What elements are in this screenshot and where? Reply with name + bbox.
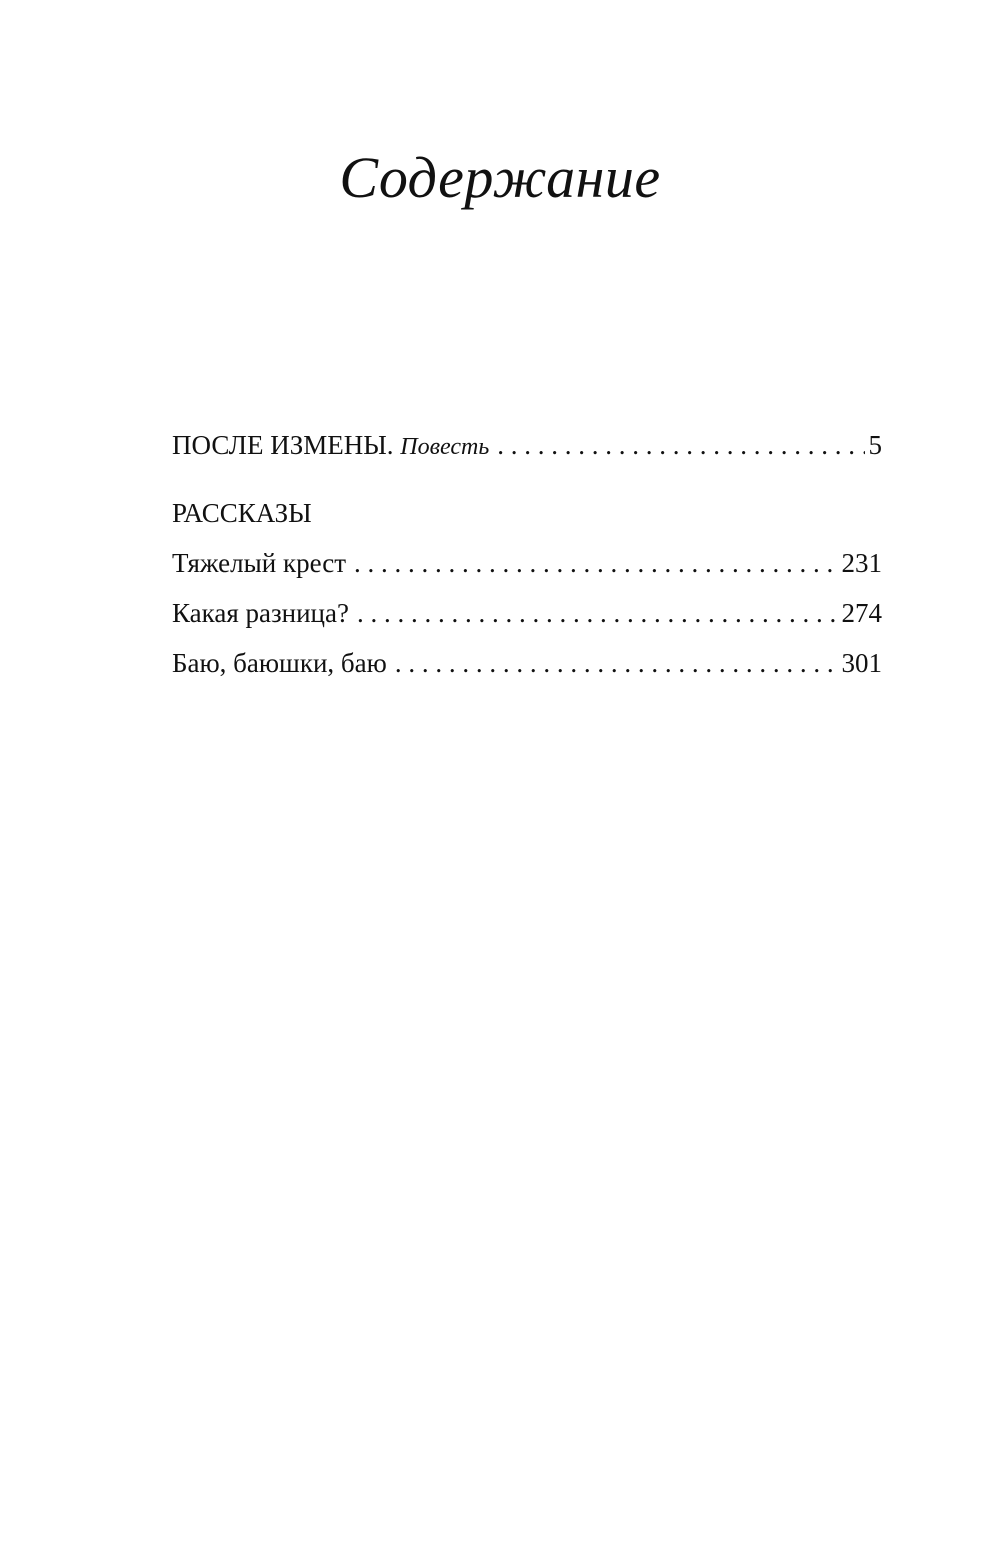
toc-entry-story [172, 538, 882, 588]
dot-leader [395, 638, 838, 688]
toc-entry-page: 231 [841, 548, 882, 578]
page-title: Содержание [339, 145, 661, 210]
toc-entry-story [172, 588, 882, 638]
toc-entry-page: 301 [841, 648, 882, 678]
toc-entry-page: 5 [868, 430, 882, 460]
dot-leader [357, 588, 838, 638]
toc-entry-story [172, 638, 882, 688]
toc-entry-genre: Повесть [400, 434, 490, 460]
toc-entry-page: 274 [841, 598, 882, 628]
toc-entry-label [172, 420, 489, 472]
toc-entry-title: Какая разница? [172, 598, 349, 628]
toc-entry-main [172, 420, 882, 470]
table-of-contents [172, 420, 882, 688]
dot-leader [497, 420, 864, 470]
toc-entry-title: Баю, баюшки, баю [172, 648, 387, 678]
dot-leader [354, 538, 837, 588]
section-heading: РАССКАЗЫ [172, 498, 312, 528]
toc-entry-title: ПОСЛЕ ИЗМЕНЫ. [172, 430, 394, 460]
toc-entry-title: Тяжелый крест [172, 548, 347, 578]
